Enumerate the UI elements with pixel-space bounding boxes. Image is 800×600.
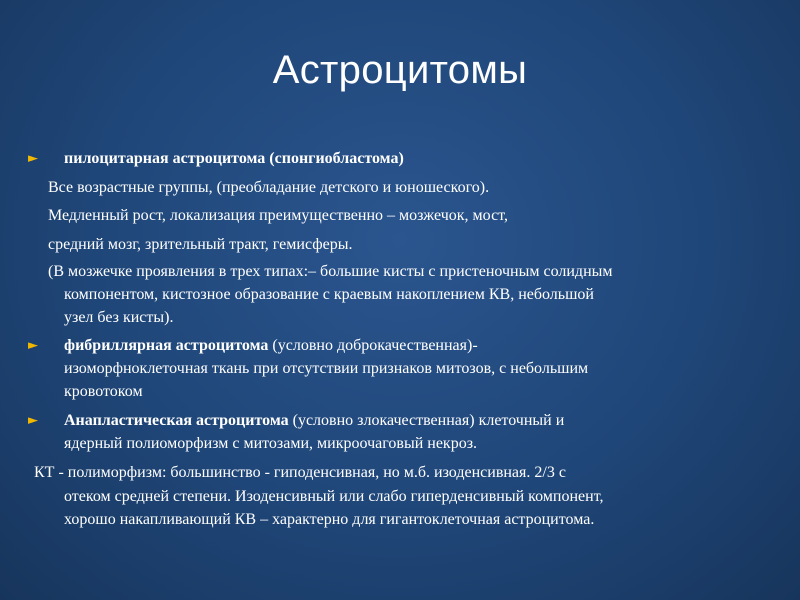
bullet-marker-icon: ► [28,151,38,166]
bullet-2-line-2: изоморфноклеточная ткань при отсутствии признаков митозов, с небольшим [64,360,589,377]
bullet-2-bold-text: фибриллярная астроцитома [64,337,269,354]
bullet-marker-icon: ► [28,338,38,353]
bullet-2-rest-text: (условно доброкачественная)- [268,337,478,354]
bullet-3-bold-text: Анапластическая астроцитома [64,412,289,429]
bullet-1-line-7: узел без кисты). [64,309,174,326]
kt-line-3: хорошо накапливающий КВ – характерно для гигантоклеточная астроцитома. [64,511,595,528]
slide-title: Астроцитомы [272,48,528,92]
bullet-1-heading [64,149,404,169]
bullet-2-heading [64,336,478,356]
kt-line-2: отеком средней степени. Изоденсивный или слабо гиперденсивный компонент, [64,488,604,505]
bullet-1-line-4: средний мозг, зрительный тракт, гемисферы. [48,236,353,253]
bullet-1-bold-text: пилоцитарная астроцитома (спонгиобластома) [64,150,404,167]
bullet-1-line-6: компонентом, кистозное образование с краевым накоплением КВ, небольшой [64,286,594,303]
kt-line-1: КТ - полиморфизм: большинство - гиподенсивная, но м.б. изоденсивная. 2/3 с [34,464,566,481]
bullet-2-line-3: кровотоком [64,383,143,400]
bullet-marker-icon: ► [28,413,38,428]
bullet-3-line-2: ядерный полиоморфизм с митозами, микроочаговый некроз. [64,435,478,452]
bullet-1-line-3: Медленный рост, локализация преимущественно – мозжечок, мост, [48,207,508,224]
bullet-3-rest-text: (условно злокачественная) клеточный и [288,412,565,429]
bullet-3-heading [64,411,564,431]
bullet-1-line-2: Все возрастные группы, (преобладание детского и юношеского). [48,179,490,196]
bullet-1-line-5: (В мозжечке проявления в трех типах:– большие кисты с пристеночным солидным [48,263,613,280]
